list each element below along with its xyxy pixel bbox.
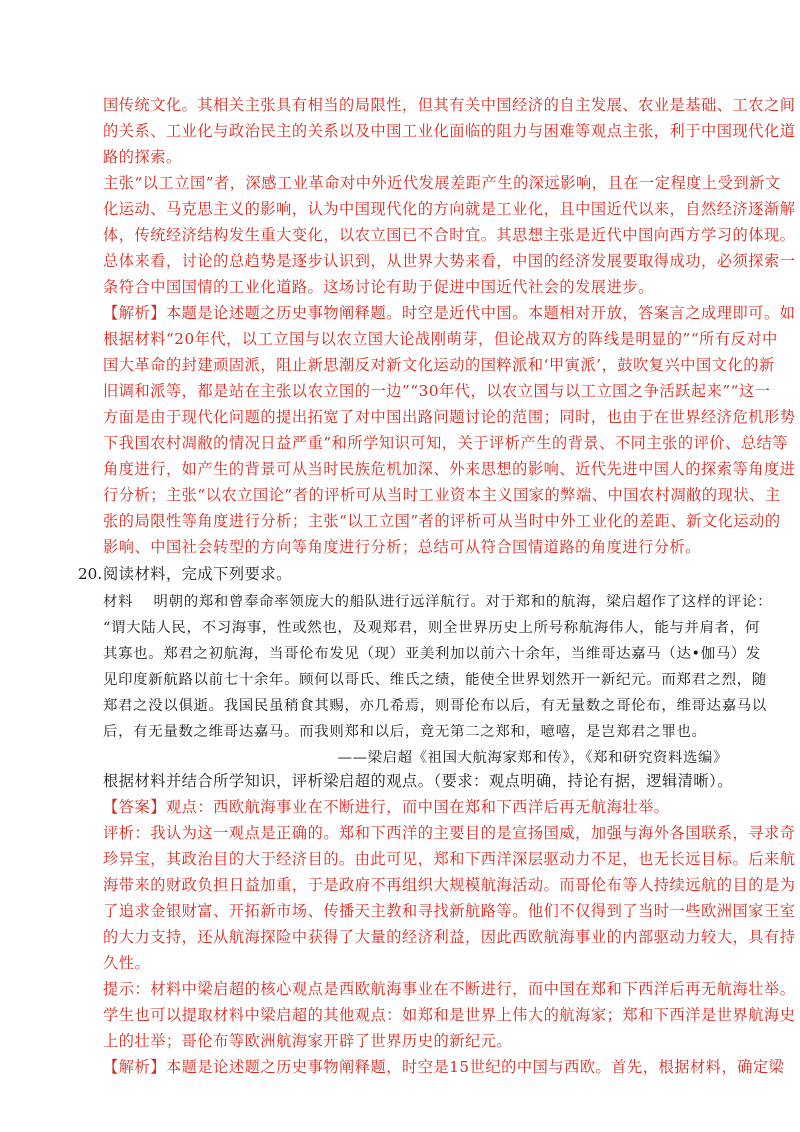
material-line-1: 材料 明朝的郑和曾奉命率领庞大的船队进行远洋航行。对于郑和的航海，梁启超作了这样的评论： xyxy=(103,594,773,610)
prev-analysis-line-7: 角度进行，如产生的背景可从当时民族危机加深、外来思想的影响、近代先进中国人的探索等角度进 xyxy=(103,460,796,478)
prev-answer-line-4: 主张“以工立国”者，深感工业革命对中外近代发展差距产生的深远影响，且在一定程度上受到新文 xyxy=(103,174,781,192)
answer-line-3: 珍异宝，其政治目的大于经济目的。由此可见，郑和下西洋深层驱动力不足，也无长远目标。后来航 xyxy=(103,850,796,868)
material-line-4: 见印度新航路以前七十余年。顾何以哥氏、维氏之绩，能使全世界划然开一新纪元。而郑君之烈，随 xyxy=(103,672,767,688)
prev-answer-line-8: 条符合中国国情的工业化道路。这场讨论有助于促进中国近代社会的发展进步。 xyxy=(103,278,654,296)
prev-answer-line-6: 体，传统经济结构发生重大变化，以农立国已不合时宜。其思想主张是近代中国向西方学习的体现。 xyxy=(103,226,796,244)
prev-analysis-line-6: 下我国农村凋敝的情况日益严重”和所学知识可知，关于评析产生的背景、不同主张的评价、总结等 xyxy=(103,434,789,452)
answer-line-6: 的大力支持，还从航海探险中获得了大量的经济利益，因此西欧航海事业的内部驱动力较大，具有持 xyxy=(103,928,796,946)
answer-hint-3: 上的壮举；哥伦布等欧洲航海家开辟了世界历史的新纪元。 xyxy=(103,1032,513,1050)
prev-analysis-line-3: 国大革命的封建顽固派，阻止新思潮反对新文化运动的国粹派和‘甲寅派’，鼓吹复兴中国文化的新 xyxy=(103,356,775,374)
prev-answer-line-2: 的关系、工业化与政治民主的关系以及中国工业化面临的阻力与困难等观点主张，利于中国现代化道 xyxy=(103,122,796,140)
prev-analysis-line-1: 【解析】本题是论述题之历史事物阐释题。时空是近代中国。本题相对开放，答案言之成理即可。如 xyxy=(103,304,796,322)
prev-answer-line-5: 化运动、马克思主义的影响，认为中国现代化的方向就是工业化，且中国近代以来，自然经济逐渐解 xyxy=(103,200,796,218)
answer-line-4: 海带来的财政负担日益加重，于是政府不再组织大规模航海活动。而哥伦布等人持续远航的目的是为 xyxy=(103,876,796,894)
prev-answer-line-1: 国传统文化。其相关主张具有相当的局限性，但其有关中国经济的自主发展、农业是基础、工农之间 xyxy=(103,96,796,114)
material-source: ——梁启超《祖国大航海家郑和传》，《郑和研究资料选编》 xyxy=(337,750,728,766)
answer-line-2: 评析：我认为这一观点是正确的。郑和下西洋的主要目的是宣扬国威，加强与海外各国联系，寻求奇 xyxy=(103,824,796,842)
material-line-2: “谓大陆人民，不习海事，性或然也，及观郑君，则全世界历史上所号称航海伟人，能与并肩者，何 xyxy=(103,620,760,636)
answer-hint-1: 提示：材料中梁启超的核心观点是西欧航海事业在不断进行，而中国在郑和下西洋后再无航海壮举。 xyxy=(103,980,796,998)
answer-hint-2: 学生也可以提取材料中梁启超的其他观点：如郑和是世界上伟大的航海家；郑和下西洋是世界航海史 xyxy=(103,1006,796,1024)
question-requirement: 根据材料并结合所学知识，评析梁启超的观点。（要求：观点明确，持论有据，逻辑清晰）。 xyxy=(103,772,734,790)
question-number: 20. xyxy=(78,565,103,583)
answer-line-5: 了追求金银财富、开拓新市场、传播天主教和寻找新航路等。他们不仅得到了当时一些欧洲国家王室 xyxy=(103,902,796,920)
prev-analysis-line-5: 方面是由于现代化问题的提出拓宽了对中国出路问题讨论的范围；同时，也由于在世界经济危机形势 xyxy=(103,408,796,426)
prev-analysis-line-9: 张的局限性等角度进行分析；主张“以工立国”者的评析可从当时中外工业化的差距、新文化运动的 xyxy=(103,512,781,530)
answer-analysis-1: 【解析】本题是论述题之历史事物阐释题，时空是15世纪的中国与西欧。首先，根据材料，确定梁 xyxy=(103,1058,785,1076)
prev-analysis-line-8: 行分析；主张“以农立国论”者的评析可从当时工业资本主义国家的弊端、中国农村凋敝的现状、主 xyxy=(103,486,781,504)
question-prompt: 阅读材料，完成下列要求。 xyxy=(103,565,292,583)
prev-analysis-line-2: 根据材料“20年代，以工立国与以农立国大论战刚萌芽，但论战双方的阵线是明显的”“所有反对中 xyxy=(103,330,778,348)
material-line-3: 其寡也。郑君之初航海，当哥伦布发见（现）亚美利加以前六十余年，当维哥达嘉马（达•伽马）发 xyxy=(103,646,762,662)
prev-analysis-line-10: 影响、中国社会转型的方向等角度进行分析；总结可从符合国情道路的角度进行分析。 xyxy=(103,538,702,556)
prev-answer-line-7: 总体来看，讨论的总趋势是逐步认识到，从世界大势来看，中国的经济发展要取得成功，必须探索一 xyxy=(103,252,796,270)
material-line-5: 郑君之没以俱逝。我国民虽稍食其赐，亦几希焉，则哥伦布以后，有无量数之哥伦布，维哥达嘉马以 xyxy=(103,698,767,714)
material-line-6: 后，有无量数之维哥达嘉马。而我则郑和以后，竟无第二之郑和，噫嘻，是岂郑君之罪也。 xyxy=(103,724,707,740)
prev-answer-line-3: 路的探索。 xyxy=(103,148,182,166)
answer-viewpoint: 【答案】观点：西欧航海事业在不断进行，而中国在郑和下西洋后再无航海壮举。 xyxy=(103,798,670,816)
answer-line-7: 久性。 xyxy=(103,954,151,972)
prev-analysis-line-4: 旧调和派等，都是站在主张以农立国的一边”“30年代，以农立国与以工立国之争活跃起来”“这一 xyxy=(103,382,771,400)
